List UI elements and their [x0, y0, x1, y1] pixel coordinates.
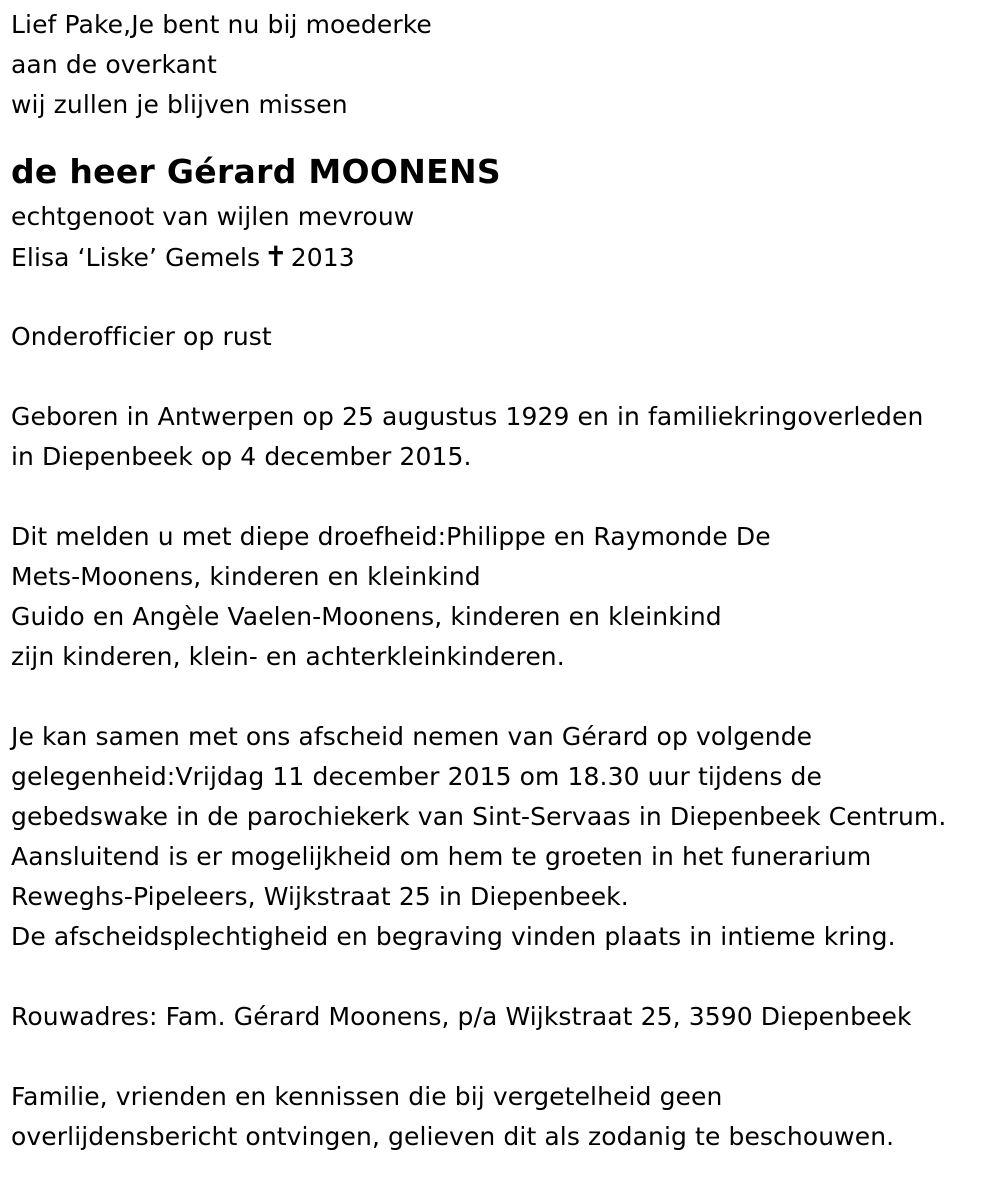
paragraph-line: De afscheidsplechtigheid en begraving vinden plaats in intieme kring.	[11, 922, 896, 951]
paragraph-line: in Diepenbeek op 4 december 2015.	[11, 442, 472, 471]
occupation: Onderofficier op rust	[11, 322, 272, 351]
verse-line: aan de overkant	[11, 50, 217, 79]
paragraph-line: overlijdensbericht ontvingen, gelieven dit als zodanig te beschouwen.	[11, 1122, 895, 1151]
family-paragraph	[11, 517, 996, 677]
paragraph-line: Dit melden u met diepe droefheid:Philippe en Raymonde De	[11, 522, 771, 551]
cross-icon: ✝	[264, 240, 288, 273]
paragraph-line: Reweghs-Pipeleers, Wijkstraat 25 in Diepenbeek.	[11, 882, 629, 911]
spouse-name: Elisa ‘Liske’ Gemels	[11, 243, 261, 272]
birth-death-paragraph	[11, 397, 996, 477]
deceased-name: de heer Gérard MOONENS	[11, 152, 501, 191]
spouse-intro: echtgenoot van wijlen mevrouw	[11, 202, 415, 231]
verse-line: Lief Pake,Je bent nu bij moederke	[11, 10, 432, 39]
closing-paragraph	[11, 1077, 996, 1157]
paragraph-line: Je kan samen met ons afscheid nemen van Gérard op volgende	[11, 722, 813, 751]
verse	[11, 5, 996, 125]
verse-line: wij zullen je blijven missen	[11, 90, 348, 119]
spouse-block	[11, 197, 996, 277]
paragraph-line: Familie, vrienden en kennissen die bij vergetelheid geen	[11, 1082, 723, 1111]
paragraph-line: Mets-Moonens, kinderen en kleinkind	[11, 562, 481, 591]
paragraph-line: zijn kinderen, klein- en achterkleinkinderen.	[11, 642, 565, 671]
paragraph-line: gelegenheid:Vrijdag 11 december 2015 om 18.30 uur tijdens de	[11, 762, 822, 791]
spouse-line	[11, 237, 996, 277]
paragraph-line: Guido en Angèle Vaelen-Moonens, kinderen en kleinkind	[11, 602, 722, 631]
spouse-death-year: 2013	[290, 243, 355, 272]
mourning-address: Rouwadres: Fam. Gérard Moonens, p/a Wijkstraat 25, 3590 Diepenbeek	[11, 1002, 912, 1031]
paragraph-line: Aansluitend is er mogelijkheid om hem te groeten in het funerarium	[11, 842, 872, 871]
farewell-paragraph	[11, 717, 996, 957]
paragraph-line: Geboren in Antwerpen op 25 augustus 1929 en in familiekringoverleden	[11, 402, 924, 431]
obituary-notice	[11, 0, 996, 1157]
paragraph-line: gebedswake in de parochiekerk van Sint-Servaas in Diepenbeek Centrum.	[11, 802, 947, 831]
